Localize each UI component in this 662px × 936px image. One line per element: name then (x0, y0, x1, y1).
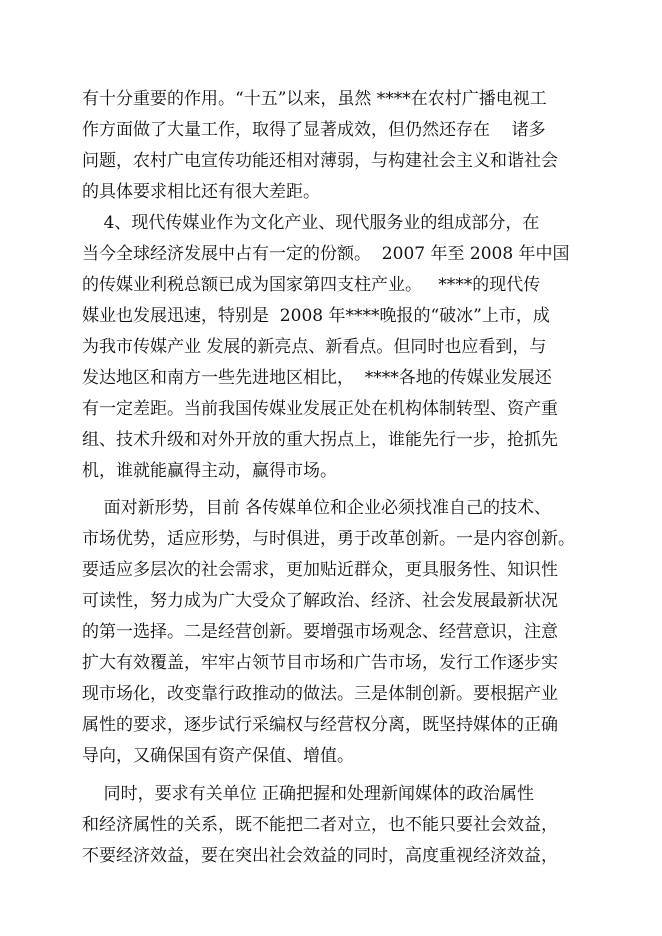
body-text-line: 不要经济效益，要在突出社会效益的同时，高度重视经济效益， (82, 846, 558, 866)
body-text-line: 有一定差距。当前我国传媒业发展正处在机构体制转型、资产重 (82, 399, 558, 419)
body-text-line: 要适应多层次的社会需求，更加贴近群众，更具服务性、知识性 (82, 560, 558, 580)
body-text-line: 媒业也发展迅速，特别是 2008 年****晚报的“破冰”上市，成 (82, 306, 550, 326)
body-text-line: 有十分重要的作用。“十五”以来，虽然 ****在农村广播电视工 (82, 89, 547, 109)
body-text-line: 的第一选择。二是经营创新。要增强市场观念、经营意识，注意 (82, 622, 558, 642)
body-text-line: 和经济属性的关系，既不能把二者对立，也不能只要社会效益， (82, 815, 558, 835)
body-text-line: 同时，要求有关单位 正确把握和处理新闻媒体的政治属性 (82, 784, 535, 804)
body-text-line: 作方面做了大量工作，取得了显著成效，但仍然还存在 诸多 (82, 120, 546, 140)
body-text-line: 面对新形势，目前 各传媒单位和企业必须找准自己的技术、 (82, 498, 552, 518)
body-text-line: 4、现代传媒业作为文化产业、现代服务业的组成部分，在 (82, 213, 540, 233)
body-text-line: 现市场化，改变靠行政推动的做法。三是体制创新。要根据产业 (82, 684, 558, 704)
body-text-line: 导向，又确保国有资产保值、增值。 (82, 746, 354, 766)
body-text-line: 市场优势，适应形势，与时俱进，勇于改革创新。一是内容创新。 (82, 529, 575, 549)
body-text-line: 组、技术升级和对外开放的重大拐点上，谁能先行一步，抢抓先 (82, 430, 558, 450)
body-text-line: 为我市传媒产业 发展的新亮点、新看点。但同时也应看到，与 (82, 337, 547, 357)
body-text-line: 属性的要求，逐步试行采编权与经营权分离，既坚持媒体的正确 (82, 715, 558, 735)
body-text-line: 机，谁就能赢得主动，赢得市场。 (82, 461, 337, 481)
body-text-line: 当今全球经济发展中占有一定的份额。 2007 年至 2008 年中国 (82, 244, 570, 264)
body-text-line: 的具体要求相比还有很大差距。 (82, 182, 320, 202)
body-text-line: 的传媒业利税总额已成为国家第四支柱产业。 ****的现代传 (82, 275, 541, 295)
body-text-line: 可读性，努力成为广大受众了解政治、经济、社会发展最新状况 (82, 591, 558, 611)
body-text-line: 发达地区和南方一些先进地区相比， ****各地的传媒业发展还 (82, 368, 552, 388)
body-text-line: 问题，农村广电宣传功能还相对薄弱，与构建社会主义和谐社会 (82, 151, 558, 171)
body-text-line: 扩大有效覆盖，牢牢占领节目市场和广告市场，发行工作逐步实 (82, 653, 558, 673)
